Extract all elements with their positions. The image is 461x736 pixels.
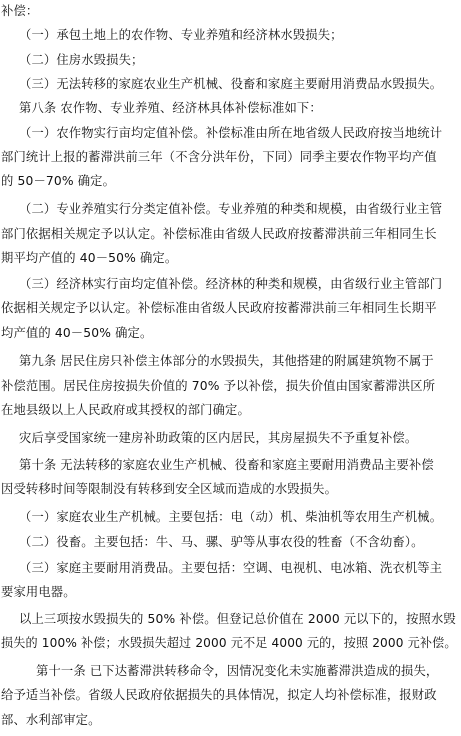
text-line: 依据相关规定予以认定。补偿标准由省级人民政府按蓄滞洪前三年相同生长期平	[1, 301, 437, 315]
text-line: 部、水利部审定。	[1, 713, 101, 727]
text-line: （一）家庭农业生产机械。主要包括：电（动）机、柴油机等农用生产机械。	[19, 510, 443, 524]
text-line: 补偿范围。居民住房按损失价值的 70% 予以补偿，损失价值由国家蓄滞洪区所	[1, 379, 436, 393]
text-line: 期平均产值的 40－50% 确定。	[1, 251, 178, 265]
text-line: （二）住房水毁损失；	[19, 53, 144, 67]
text-line: 均产值的 40－50% 确定。	[1, 326, 153, 340]
text-line: 第十条 无法转移的家庭农业生产机械、役畜和家庭主要耐用消费品主要补偿	[19, 458, 434, 472]
text-line: （三）经济林实行亩均定值补偿。经济林的种类和规模，由省级行业主管部门	[19, 277, 443, 291]
text-line: （二）役畜。主要包括：牛、马、骡、驴等从事农役的牲畜（不含幼畜）。	[19, 535, 424, 549]
text-line: 补偿：	[1, 4, 39, 18]
text-line: 要家用电器。	[1, 585, 76, 599]
text-line: 部门统计上报的蓄滞洪前三年（不含分洪年份，下同）同季主要农作物平均产值	[1, 150, 437, 164]
text-line: （三）家庭主要耐用消费品。主要包括：空调、电视机、电冰箱、洗衣机等主	[19, 561, 443, 575]
text-line: （一）承包土地上的农作物、专业养殖和经济林水毁损失；	[19, 28, 343, 42]
text-line: 的 50－70% 确定。	[1, 174, 116, 188]
text-line: （一）农作物实行亩均定值补偿。补偿标准由所在地省级人民政府按当地统计	[19, 126, 443, 140]
text-line: 因受转移时间等限制没有转移到安全区域而造成的水毁损失。	[1, 482, 338, 496]
text-line: （二）专业养殖实行分类定值补偿。专业养殖的种类和规模，由省级行业主管	[19, 202, 443, 216]
text-line: 灾后享受国家统一建房补助政策的区内居民，其房屋损失不予重复补偿。	[19, 431, 418, 445]
text-line: 给予适当补偿。省级人民政府依据损失的具体情况，拟定人均补偿标准，报财政	[1, 688, 437, 702]
text-line: 第九条 居民住房只补偿主体部分的水毁损失，其他搭建的附属建筑物不属于	[19, 354, 434, 368]
text-line: 在地县级以上人民政府或其授权的部门确定。	[1, 403, 250, 417]
text-line: 第十一条 已下达蓄滞洪转移命令，因情况变化未实施蓄滞洪造成的损失，	[36, 664, 439, 678]
text-line: 第八条 农作物、专业养殖、经济林具体补偿标准如下：	[19, 101, 322, 115]
text-line: 部门依据相关规定予以认定。补偿标准由省级人民政府按蓄滞洪前三年相同生长	[1, 227, 437, 241]
text-line: （三）无法转移的家庭农业生产机械、役畜和家庭主要耐用消费品水毁损失。	[19, 77, 443, 91]
text-line: 以上三项按水毁损失的 50% 补偿。但登记总价值在 2000 元以下的，按照水毁	[19, 612, 456, 626]
text-line: 损失的 100% 补偿；水毁损失超过 2000 元不足 4000 元的，按照 2000 元补偿。	[1, 636, 457, 650]
